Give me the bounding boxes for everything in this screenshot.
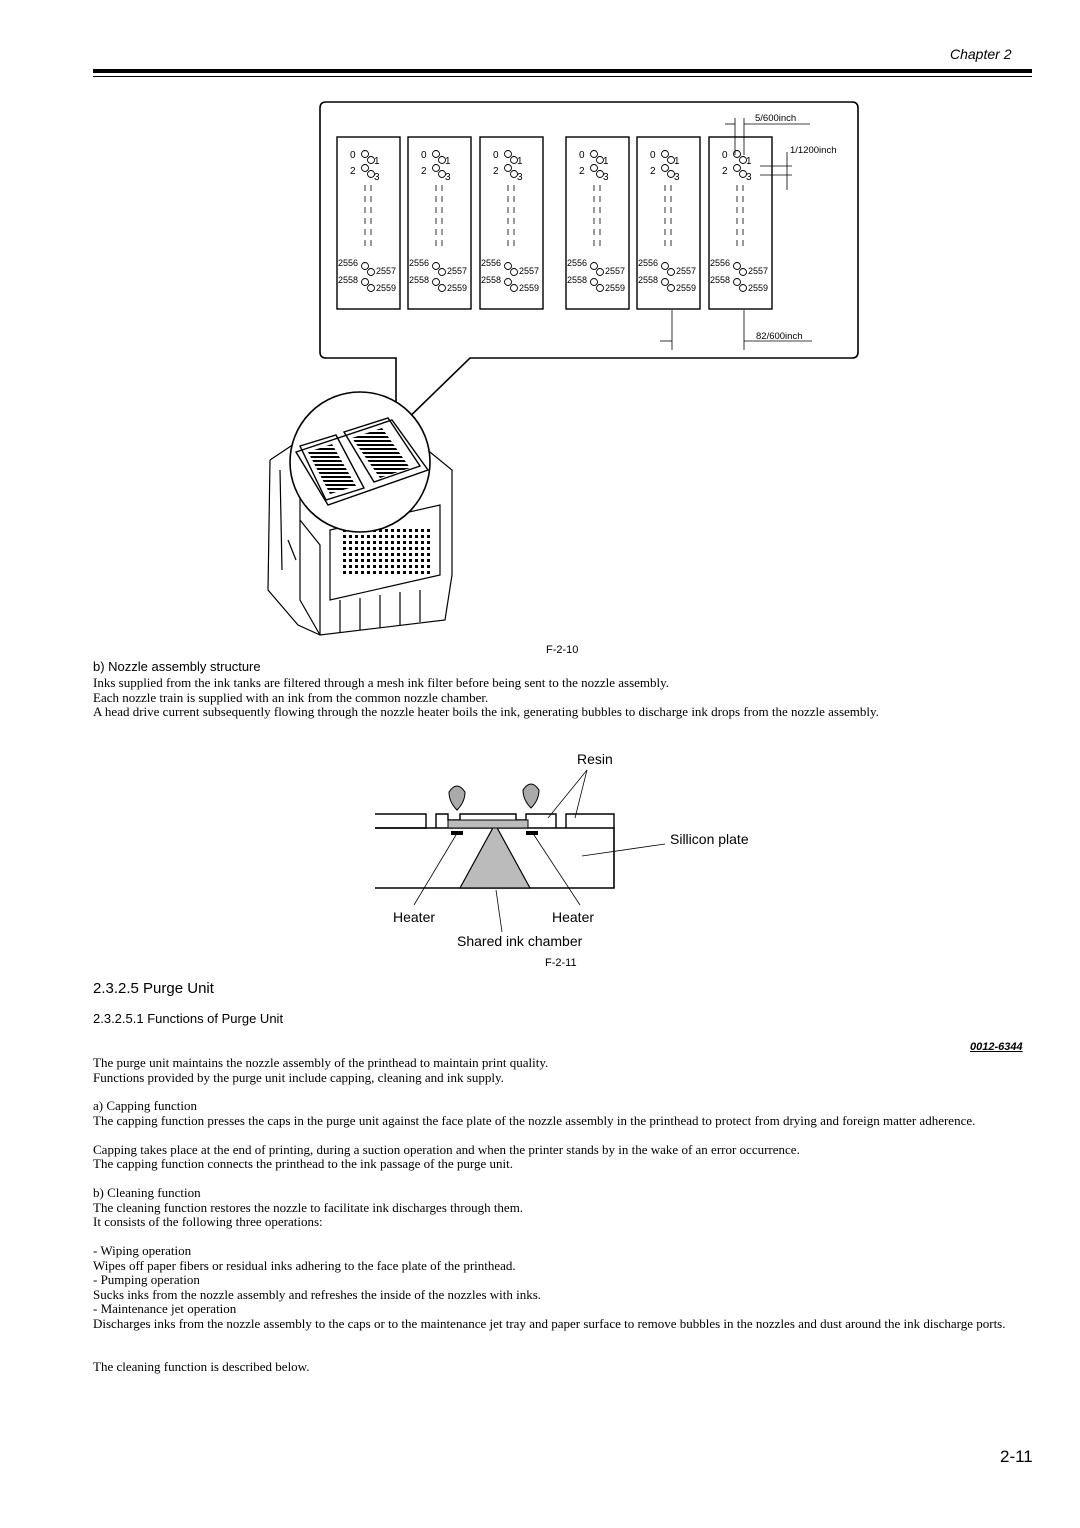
nozzle-bottom-label: 2556 <box>710 258 731 268</box>
nozzle-structure-title: b) Nozzle assembly structure <box>93 659 261 674</box>
label-resin: Resin <box>577 751 613 767</box>
cleaning-title: b) Cleaning function <box>93 1185 201 1200</box>
nozzle-hole <box>597 285 604 292</box>
nozzle-hole <box>734 165 741 172</box>
nozzle-hole <box>439 285 446 292</box>
nozzle-hole <box>734 151 741 158</box>
nozzle-top-label: 2 <box>421 166 427 177</box>
dim-label-1-1200: 1/1200inch <box>790 145 837 156</box>
ink-droplet-left-body <box>449 786 465 810</box>
nozzle-top-label: 1 <box>603 156 609 167</box>
nozzle-hole <box>511 269 518 276</box>
nozzle-hole <box>505 279 512 286</box>
nozzle-top-label: 3 <box>374 172 380 183</box>
nozzle-bottom-label: 2557 <box>605 266 626 276</box>
nozzle-hole <box>668 269 675 276</box>
nozzle-structure-line-3: A head drive current subsequently flowing through the nozzle heater boils the ink, generating bubbles to discharge ink drops from the nozzle assembly. <box>93 704 879 719</box>
nozzle-hole <box>591 165 598 172</box>
nozzle-hole <box>740 269 747 276</box>
nozzle-hole <box>433 151 440 158</box>
nozzle-hole <box>362 263 369 270</box>
nozzle-top-label: 0 <box>650 150 656 161</box>
nozzle-hole <box>368 269 375 276</box>
section-heading: 2.3.2.5 Purge Unit <box>93 980 214 997</box>
nozzle-hole <box>511 285 518 292</box>
label-shared-ink-chamber: Shared ink chamber <box>457 933 583 949</box>
nozzle-bottom-label: 2557 <box>519 266 540 276</box>
maintenance-jet-title: - Maintenance jet operation <box>93 1301 237 1316</box>
nozzle-top-label: 2 <box>722 166 728 177</box>
label-heater-left: Heater <box>393 909 436 925</box>
closing-line: The cleaning function is described below. <box>93 1359 310 1374</box>
nozzle-top-label: 0 <box>722 150 728 161</box>
nozzle-hole <box>439 269 446 276</box>
pumping-desc: Sucks inks from the nozzle assembly and refreshes the inside of the nozzles with inks. <box>93 1286 542 1302</box>
nozzle-bottom-label: 2558 <box>710 275 731 285</box>
intro-line-1: The purge unit maintains the nozzle assembly of the printhead to maintain print quality. <box>93 1055 549 1070</box>
nozzle-bottom-label: 2558 <box>409 275 430 285</box>
nozzle-top-label: 2 <box>579 166 585 177</box>
nozzle-hole <box>734 263 741 270</box>
nozzle-hole <box>505 151 512 158</box>
magnifier-circle <box>290 392 430 532</box>
nozzle-top-label: 2 <box>493 166 499 177</box>
dim-label-82-600: 82/600inch <box>756 331 803 342</box>
nozzle-top-label: 1 <box>445 156 451 167</box>
nozzle-hole <box>362 279 369 286</box>
dim-label-5-600: 5/600inch <box>755 113 797 124</box>
pumping-title: - Pumping operation <box>93 1272 200 1287</box>
nozzle-hole <box>362 151 369 158</box>
wiping-title: - Wiping operation <box>93 1243 192 1258</box>
nozzle-top-label: 1 <box>517 156 523 167</box>
nozzle-hole <box>433 279 440 286</box>
nozzle-top-label: 0 <box>421 150 427 161</box>
nozzle-hole <box>505 263 512 270</box>
heater-right <box>526 831 538 835</box>
nozzle-hole <box>662 165 669 172</box>
nozzle-cross-section-figure <box>0 740 1080 970</box>
chapter-label: Chapter 2 <box>950 46 1012 62</box>
nozzle-bottom-label: 2558 <box>481 275 502 285</box>
nozzle-top-label: 2 <box>650 166 656 177</box>
nozzle-hole <box>597 269 604 276</box>
nozzle-hole <box>734 279 741 286</box>
nozzle-top-label: 3 <box>746 172 752 183</box>
nozzle-structure-line-2: Each nozzle train is supplied with an ink from the common nozzle chamber. <box>93 689 489 705</box>
nozzle-bottom-label: 2559 <box>605 283 626 293</box>
capping-line-3: The capping function connects the printhead to the ink passage of the purge unit. <box>93 1156 513 1171</box>
nozzle-hole <box>591 279 598 286</box>
nozzle-hole <box>591 263 598 270</box>
nozzle-bottom-label: 2559 <box>376 283 397 293</box>
nozzle-bottom-label: 2559 <box>519 283 540 293</box>
ink-passage <box>448 820 528 828</box>
nozzle-structure-line-1: Inks supplied from the ink tanks are filtered through a mesh ink filter before being sent to the nozzle assembly. <box>93 675 670 690</box>
nozzle-hole <box>662 263 669 270</box>
nozzle-bottom-label: 2559 <box>447 283 468 293</box>
nozzle-bottom-label: 2557 <box>676 266 697 276</box>
nozzle-bottom-label: 2559 <box>676 283 697 293</box>
label-heater-right: Heater <box>552 909 595 925</box>
nozzle-bottom-label: 2556 <box>409 258 430 268</box>
figure2-caption: F-2-11 <box>545 957 577 969</box>
ink-droplet-right <box>523 784 539 808</box>
nozzle-bottom-label: 2558 <box>338 275 359 285</box>
nozzle-top-label: 0 <box>350 150 356 161</box>
nozzle-hole <box>668 285 675 292</box>
page-number: 2-11 <box>1000 1447 1033 1466</box>
nozzle-bottom-label: 2557 <box>376 266 397 276</box>
nozzle-hole <box>433 263 440 270</box>
nozzle-top-label: 1 <box>746 156 752 167</box>
nozzle-hole <box>368 285 375 292</box>
nozzle-hole <box>662 279 669 286</box>
nozzle-bottom-label: 2559 <box>748 283 769 293</box>
nozzle-bottom-label: 2556 <box>567 258 588 268</box>
nozzle-top-label: 3 <box>445 172 451 183</box>
figure1-caption: F-2-10 <box>546 644 579 656</box>
capping-title: a) Capping function <box>93 1098 197 1113</box>
ink-chamber <box>460 824 530 888</box>
nozzle-top-label: 0 <box>579 150 585 161</box>
nozzle-top-label: 3 <box>517 172 523 183</box>
nozzle-bottom-label: 2556 <box>338 258 359 268</box>
nozzle-bottom-label: 2556 <box>481 258 502 268</box>
wiping-desc: Wipes off paper fibers or residual inks adhering to the face plate of the printhead. <box>93 1257 516 1273</box>
subsection-heading: 2.3.2.5.1 Functions of Purge Unit <box>93 1011 284 1026</box>
nozzle-top-label: 1 <box>674 156 680 167</box>
nozzle-hole <box>362 165 369 172</box>
nozzle-bottom-label: 2556 <box>638 258 659 268</box>
cleaning-line-2: It consists of the following three operations: <box>93 1214 323 1229</box>
document-id-link[interactable]: 0012-6344 <box>970 1041 1023 1053</box>
nozzle-hole <box>662 151 669 158</box>
nozzle-bottom-label: 2558 <box>567 275 588 285</box>
nozzle-top-label: 3 <box>674 172 680 183</box>
nozzle-hole <box>740 285 747 292</box>
nozzle-bottom-label: 2558 <box>638 275 659 285</box>
nozzle-hole <box>591 151 598 158</box>
nozzle-bottom-label: 2557 <box>447 266 468 276</box>
nozzle-hole <box>505 165 512 172</box>
label-silicon-plate: Sillicon plate <box>670 831 749 847</box>
nozzle-top-label: 3 <box>603 172 609 183</box>
capping-line-1: The capping function presses the caps in the purge unit against the face plate of the nozzle assembly in the printhead to protect from drying and foreign matter adherence. <box>93 1112 976 1128</box>
nozzle-top-label: 0 <box>493 150 499 161</box>
maintenance-jet-desc: Discharges inks from the nozzle assembly to the caps or to the maintenance jet tray and paper surface to remove bubbles in the nozzles and dust around the ink discharge ports. <box>93 1315 1006 1331</box>
printhead-vent-grid <box>340 528 432 576</box>
cleaning-line-1: The cleaning function restores the nozzle to facilitate ink discharges through them. <box>93 1199 524 1215</box>
capping-line-2: Capping takes place at the end of printing, during a suction operation and when the printer stands by in the wake of an error occurrence. <box>93 1141 800 1157</box>
nozzle-bottom-label: 2557 <box>748 266 769 276</box>
nozzle-hole <box>433 165 440 172</box>
nozzle-layout-figure <box>0 0 1080 660</box>
intro-line-2: Functions provided by the purge unit include capping, cleaning and ink supply. <box>93 1069 504 1085</box>
nozzle-top-label: 2 <box>350 166 356 177</box>
nozzle-top-label: 1 <box>374 156 380 167</box>
heater-left <box>451 831 463 835</box>
